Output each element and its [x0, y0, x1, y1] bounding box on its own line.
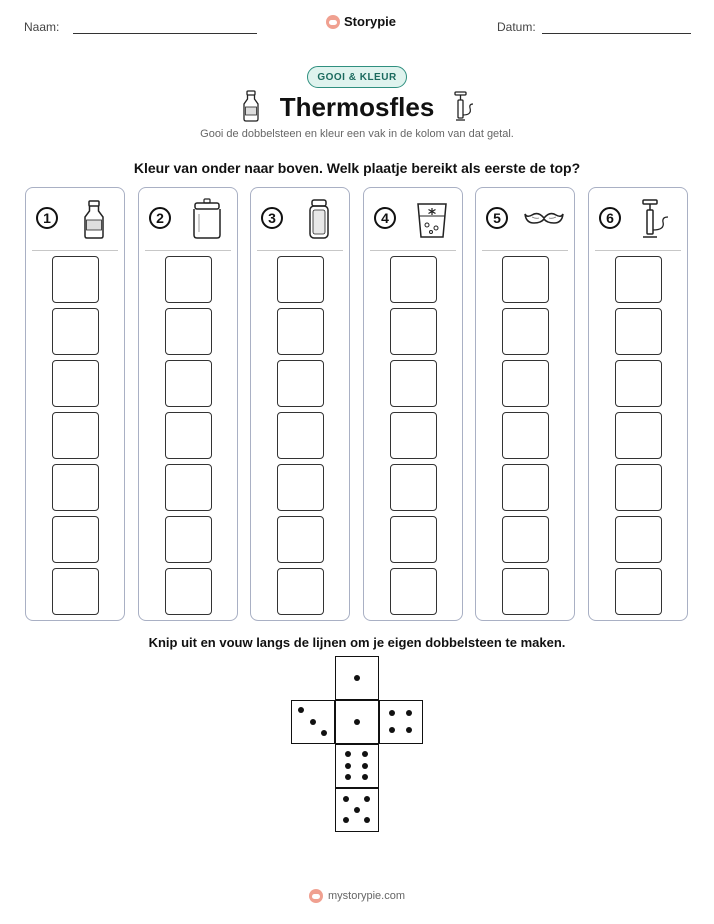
bicycle-pump-icon — [452, 90, 476, 122]
color-cell[interactable] — [615, 360, 662, 407]
column-2 — [138, 187, 238, 621]
column-divider — [145, 250, 231, 251]
column-4 — [363, 187, 463, 621]
color-cell[interactable] — [502, 256, 549, 303]
color-cell[interactable] — [52, 308, 99, 355]
cut-instruction: Knip uit en vouw langs de lijnen om je eigen dobbelsteen te maken. — [148, 635, 566, 650]
column-header — [589, 188, 687, 250]
game-badge: GOOI & KLEUR — [307, 66, 407, 88]
column-5 — [475, 187, 575, 621]
column-number: 2 — [149, 207, 171, 229]
column-divider — [32, 250, 118, 251]
storypie-logo-icon — [309, 889, 323, 903]
column-number: 3 — [261, 207, 283, 229]
page-title: Thermosfles — [279, 92, 435, 122]
die-face-5 — [335, 788, 379, 832]
die-pip — [406, 727, 412, 733]
column-3 — [250, 187, 350, 621]
die-pip — [354, 719, 360, 725]
column-header — [476, 188, 574, 250]
footer — [0, 889, 714, 903]
color-cell[interactable] — [615, 308, 662, 355]
column-6 — [588, 187, 688, 621]
die-face-1 — [335, 656, 379, 700]
color-cell[interactable] — [615, 568, 662, 615]
color-cell[interactable] — [165, 516, 212, 563]
die-face-3 — [291, 700, 335, 744]
column-divider — [482, 250, 568, 251]
color-cell[interactable] — [502, 516, 549, 563]
color-cell[interactable] — [390, 568, 437, 615]
color-cell[interactable] — [502, 464, 549, 511]
column-number: 1 — [36, 207, 58, 229]
die-pip — [354, 675, 360, 681]
color-cell[interactable] — [277, 308, 324, 355]
column-divider — [595, 250, 681, 251]
color-cell[interactable] — [390, 516, 437, 563]
color-cell[interactable] — [165, 360, 212, 407]
die-pip — [364, 796, 370, 802]
color-cell[interactable] — [615, 412, 662, 459]
column-divider — [257, 250, 343, 251]
color-cell[interactable] — [52, 464, 99, 511]
color-cell[interactable] — [277, 568, 324, 615]
color-cell[interactable] — [277, 256, 324, 303]
date-label: Datum: — [497, 20, 536, 34]
die-face-6 — [335, 744, 379, 788]
color-cell[interactable] — [502, 360, 549, 407]
date-line — [542, 33, 691, 34]
color-cell[interactable] — [502, 308, 549, 355]
color-cell[interactable] — [277, 464, 324, 511]
column-number: 4 — [374, 207, 396, 229]
die-pip — [345, 763, 351, 769]
brand-logo — [326, 14, 396, 29]
die-pip — [310, 719, 316, 725]
color-cell[interactable] — [52, 412, 99, 459]
storypie-logo-icon — [326, 15, 340, 29]
die-pip — [362, 774, 368, 780]
milk-bottle-icon — [74, 198, 114, 240]
die-pip — [343, 817, 349, 823]
mustache-icon — [524, 198, 564, 240]
game-instruction: Kleur van onder naar boven. Welk plaatje bereikt als eerste de top? — [133, 160, 581, 176]
color-cell[interactable] — [165, 256, 212, 303]
ice-cup-icon — [412, 198, 452, 240]
die-pip — [354, 807, 360, 813]
color-cell[interactable] — [615, 516, 662, 563]
die-pip — [389, 727, 395, 733]
column-header — [139, 188, 237, 250]
column-number: 5 — [486, 207, 508, 229]
column-divider — [370, 250, 456, 251]
color-cell[interactable] — [615, 256, 662, 303]
die-pip — [362, 763, 368, 769]
die-pip — [343, 796, 349, 802]
color-cell[interactable] — [277, 516, 324, 563]
bicycle-pump-icon — [637, 198, 677, 240]
die-pip — [345, 774, 351, 780]
column-header — [26, 188, 124, 250]
column-header — [251, 188, 349, 250]
die-pip — [345, 751, 351, 757]
color-cell[interactable] — [52, 568, 99, 615]
die-pip — [298, 707, 304, 713]
footer-url[interactable]: mystorypie.com — [327, 890, 406, 902]
die-face-4 — [379, 700, 423, 744]
color-cell[interactable] — [615, 464, 662, 511]
color-cell[interactable] — [502, 568, 549, 615]
name-line — [73, 33, 257, 34]
die-face-1 — [335, 700, 379, 744]
color-cell[interactable] — [52, 360, 99, 407]
column-1 — [25, 187, 125, 621]
color-cell[interactable] — [277, 412, 324, 459]
die-pip — [389, 710, 395, 716]
color-cell[interactable] — [165, 464, 212, 511]
die-pip — [321, 730, 327, 736]
color-cell[interactable] — [165, 308, 212, 355]
color-cell[interactable] — [502, 412, 549, 459]
color-cell[interactable] — [52, 256, 99, 303]
die-pip — [362, 751, 368, 757]
color-cell[interactable] — [390, 464, 437, 511]
brand-name: Storypie — [344, 14, 397, 29]
jar-icon — [187, 198, 227, 240]
color-cell[interactable] — [165, 412, 212, 459]
color-cell[interactable] — [165, 568, 212, 615]
thermos-flask-icon — [299, 198, 339, 240]
column-number: 6 — [599, 207, 621, 229]
die-pip — [406, 710, 412, 716]
color-cell[interactable] — [277, 360, 324, 407]
die-pip — [364, 817, 370, 823]
column-header — [364, 188, 462, 250]
color-cell[interactable] — [390, 412, 437, 459]
name-label: Naam: — [24, 20, 60, 34]
page-subtitle: Gooi de dobbelsteen en kleur een vak in de kolom van dat getal. — [200, 128, 514, 140]
color-cell[interactable] — [390, 308, 437, 355]
color-cell[interactable] — [390, 360, 437, 407]
color-cell[interactable] — [52, 516, 99, 563]
color-cell[interactable] — [390, 256, 437, 303]
